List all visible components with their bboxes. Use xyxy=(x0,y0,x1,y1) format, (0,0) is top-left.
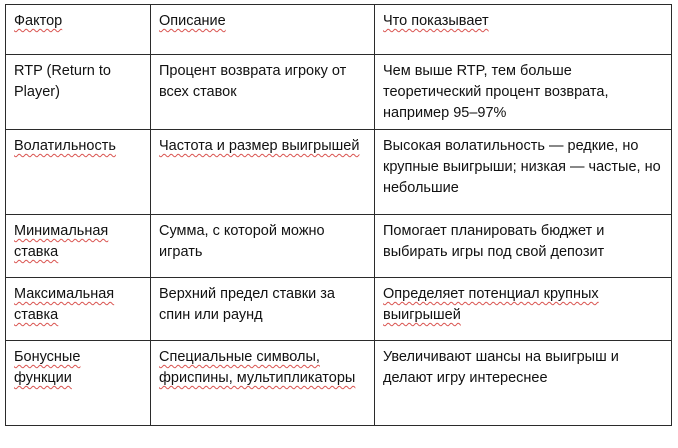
cell-shows: Чем выше RTP, тем больше теоретический процент возврата, например 95–97% xyxy=(375,55,672,130)
table-row xyxy=(6,130,672,215)
header-cell-shows: Что показывает xyxy=(375,5,672,55)
cell-factor: Бонусные функции xyxy=(6,341,151,426)
cell-shows: Высокая волатильность — редкие, но крупные выигрыши; низкая — частые, но небольшие xyxy=(375,130,672,215)
cell-factor: Максимальная ставка xyxy=(6,278,151,341)
cell-description: Верхний предел ставки за спин или раунд xyxy=(151,278,375,341)
cell-description: Сумма, с которой можно играть xyxy=(151,215,375,278)
cell-shows: Определяет потенциал крупных выигрышей xyxy=(375,278,672,341)
cell-shows: Помогает планировать бюджет и выбирать игры под свой депозит xyxy=(375,215,672,278)
table-row xyxy=(6,55,672,130)
comparison-table xyxy=(5,4,672,426)
header-cell-description: Описание xyxy=(151,5,375,55)
cell-shows: Увеличивают шансы на выигрыш и делают игру интереснее xyxy=(375,341,672,426)
cell-description: Специальные символы, фриспины, мультипликаторы xyxy=(151,341,375,426)
cell-factor: Волатильность xyxy=(6,130,151,215)
cell-description: Процент возврата игроку от всех ставок xyxy=(151,55,375,130)
table-row xyxy=(6,278,672,341)
cell-factor: Минимальная ставка xyxy=(6,215,151,278)
table-row xyxy=(6,215,672,278)
cell-description: Частота и размер выигрышей xyxy=(151,130,375,215)
cell-factor: RTP (Return to Player) xyxy=(6,55,151,130)
table-header-row xyxy=(6,5,672,55)
table-row xyxy=(6,341,672,426)
header-cell-factor: Фактор xyxy=(6,5,151,55)
